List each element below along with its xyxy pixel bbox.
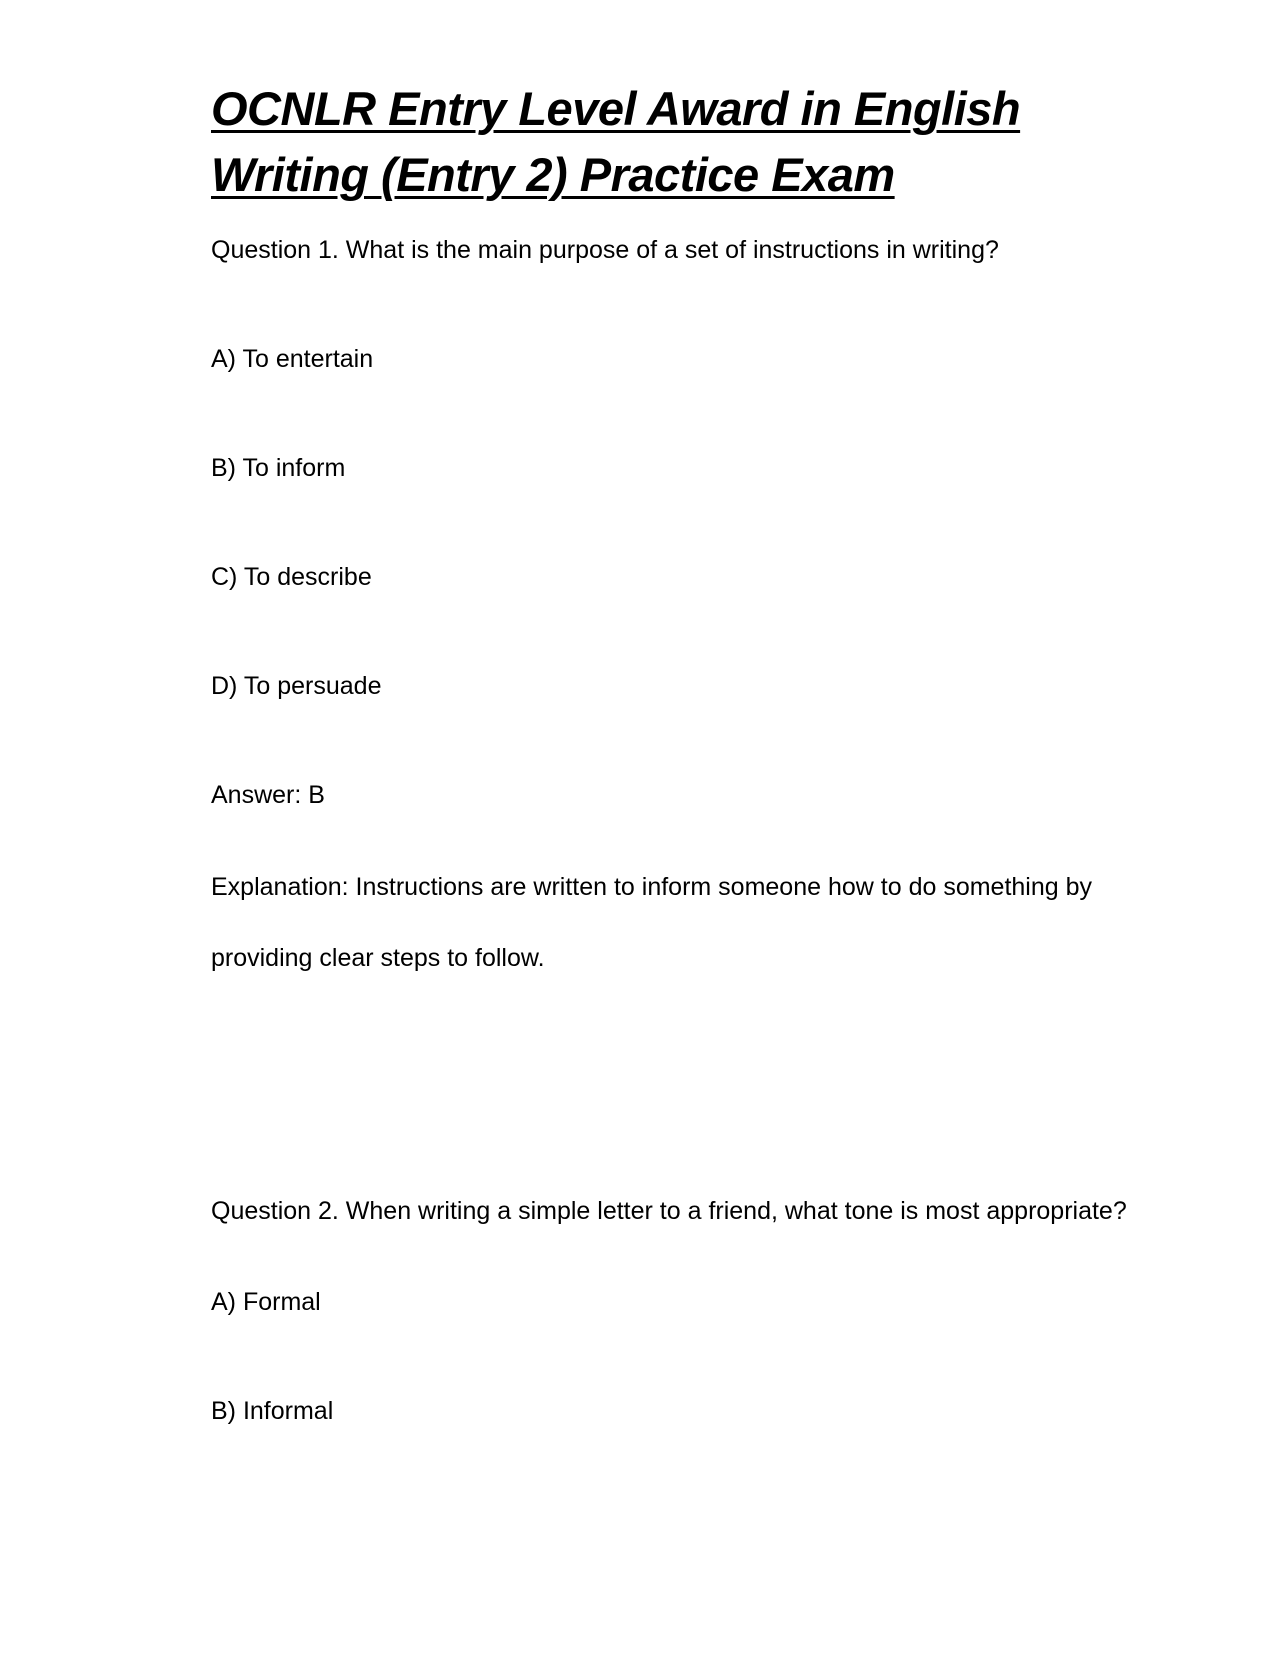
- document-content: [211, 76, 1131, 1428]
- question-2-text: Question 2. When writing a simple letter to a friend, what tone is most appropriate?: [211, 1197, 1127, 1225]
- question-2-option-a: A) Formal: [211, 1288, 321, 1316]
- question-1-explanation: Explanation: Instructions are written to inform someone how to do something by providing clear steps to follow.: [211, 873, 1093, 972]
- question-1-text: Question 1. What is the main purpose of a set of instructions in writing?: [211, 236, 999, 264]
- question-1-option-c: C) To describe: [211, 563, 372, 591]
- question-1-option-a: A) To entertain: [211, 345, 374, 373]
- question-1-answer: Answer: B: [211, 781, 325, 809]
- document-title: OCNLR Entry Level Award in English Writing (Entry 2) Practice Exam: [211, 82, 1021, 201]
- question-1-option-d: D) To persuade: [211, 672, 382, 700]
- question-2-option-b: B) Informal: [211, 1397, 334, 1425]
- question-1-option-b: B) To inform: [211, 454, 346, 482]
